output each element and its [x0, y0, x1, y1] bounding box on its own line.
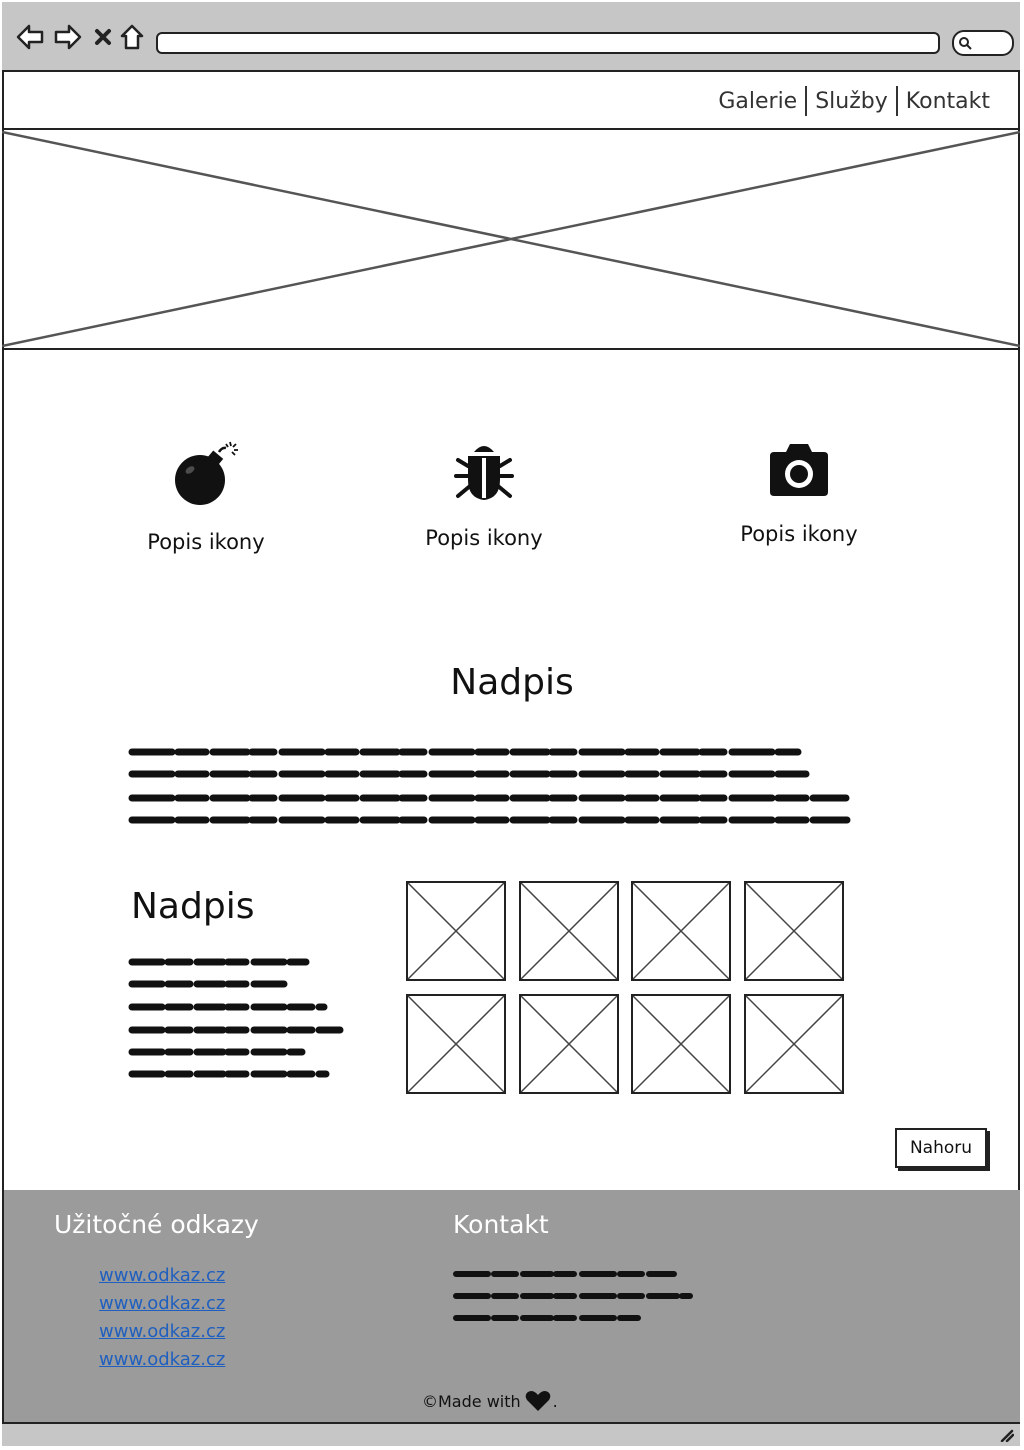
- footer-contact-placeholder-text: [452, 1264, 702, 1326]
- browser-status-bar: [2, 1422, 1020, 1446]
- nav-menu: [718, 86, 990, 116]
- browser-toolbar: [2, 2, 1020, 72]
- feature-caption: Popis ikony: [147, 530, 265, 554]
- forward-arrow-icon[interactable]: [54, 24, 82, 50]
- footer-link[interactable]: www.odkaz.cz: [99, 1293, 226, 1314]
- feature-caption: Popis ikony: [425, 526, 543, 550]
- paragraph-placeholder-text: [128, 740, 858, 836]
- nav-item-galerie[interactable]: Galerie: [718, 88, 798, 114]
- search-icon: [958, 36, 972, 50]
- bug-icon: [454, 440, 514, 504]
- gallery-placeholder-text: [128, 950, 350, 1086]
- back-arrow-icon[interactable]: [16, 24, 44, 50]
- footer: [4, 1190, 1020, 1422]
- gallery-thumbnail[interactable]: [406, 994, 506, 1094]
- footer-link[interactable]: www.odkaz.cz: [99, 1349, 226, 1370]
- feature-caption: Popis ikony: [740, 522, 858, 546]
- nav-divider: [805, 86, 807, 116]
- gallery-thumbnail[interactable]: [406, 881, 506, 981]
- back-to-top-button[interactable]: Nahoru: [895, 1128, 987, 1168]
- bomb-icon: [170, 440, 242, 508]
- gallery-thumbnail[interactable]: [519, 881, 619, 981]
- gallery-thumbnail[interactable]: [631, 881, 731, 981]
- feature-item-bomb: [106, 440, 306, 554]
- browser-search-field[interactable]: [952, 30, 1014, 56]
- url-input[interactable]: [156, 32, 940, 54]
- footer-links-list: [99, 1262, 225, 1374]
- camera-icon: [766, 440, 832, 500]
- navigation-bar: [2, 72, 1020, 130]
- close-icon[interactable]: [94, 28, 112, 46]
- nav-item-sluzby[interactable]: Služby: [815, 88, 888, 114]
- footer-link[interactable]: www.odkaz.cz: [99, 1265, 226, 1286]
- nav-divider: [896, 86, 898, 116]
- footer-links-heading: Užitočné odkazy: [54, 1210, 259, 1239]
- made-with-suffix: .: [552, 1391, 558, 1411]
- resize-grip-icon[interactable]: [998, 1428, 1014, 1442]
- feature-item-camera: [699, 440, 899, 546]
- footer-contact-heading: Kontakt: [453, 1210, 549, 1239]
- heart-icon: [525, 1390, 551, 1412]
- gallery-thumbnail[interactable]: [744, 881, 844, 981]
- gallery-section-heading: Nadpis: [131, 886, 255, 927]
- placeholder-cross: [2, 130, 1020, 348]
- section-heading: Nadpis: [450, 662, 574, 703]
- hero-image-placeholder: [2, 130, 1020, 350]
- gallery-thumbnail[interactable]: [519, 994, 619, 1094]
- feature-item-bug: [384, 440, 584, 550]
- gallery-thumbnail[interactable]: [631, 994, 731, 1094]
- gallery-thumbnail[interactable]: [744, 994, 844, 1094]
- made-with-credit: [422, 1390, 558, 1412]
- nav-item-kontakt[interactable]: Kontakt: [905, 88, 990, 114]
- made-with-prefix: ©Made with: [422, 1391, 521, 1411]
- home-icon[interactable]: [120, 24, 144, 50]
- footer-link[interactable]: www.odkaz.cz: [99, 1321, 226, 1342]
